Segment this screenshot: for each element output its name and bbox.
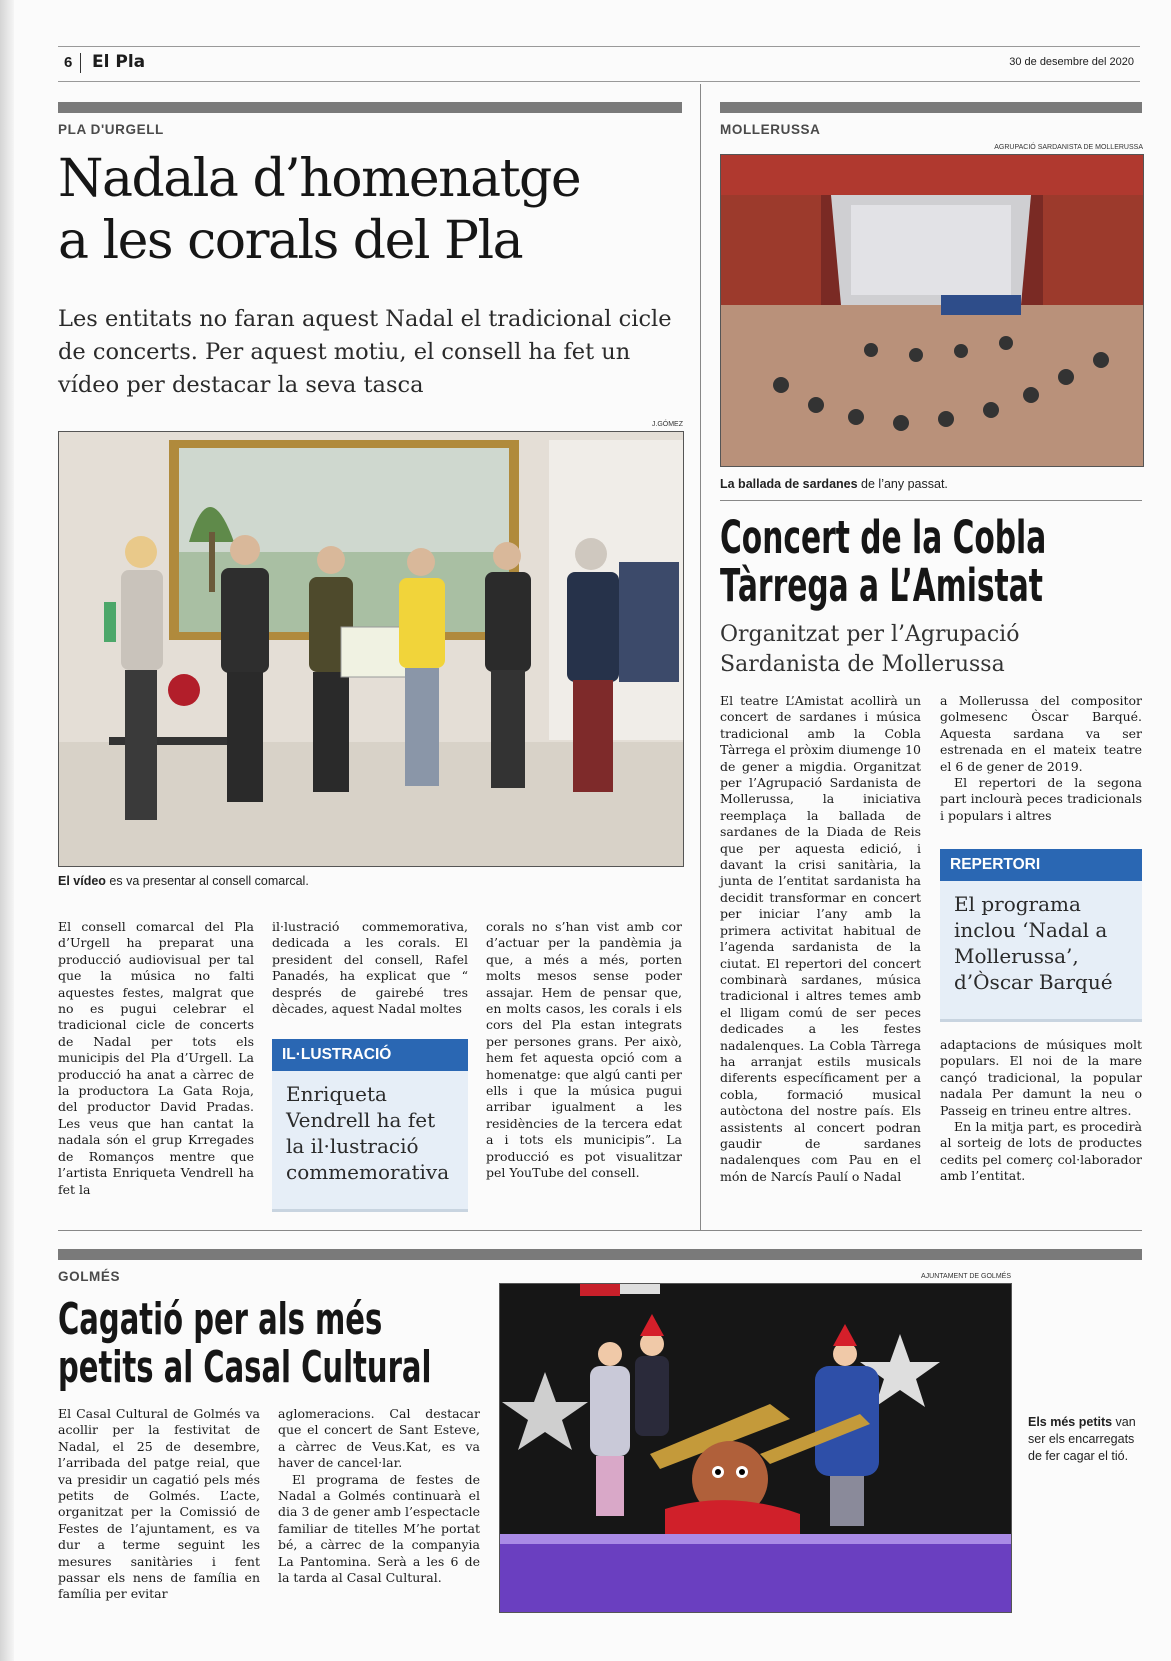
body-paragraph: En la mitja part, es procedirà al sorteig de lots de productes cedits pel comerç col·laborador amb l’entitat. [940, 1119, 1142, 1184]
body-paragraph: aglomeracions. Cal destacar que el concert de Sant Esteve, a càrrec de Veus.Kat, es va haver de cancel·lar. [278, 1406, 480, 1471]
page-number: 6 [64, 54, 73, 71]
subheadline: Les entitats no faran aquest Nadal el tradicional cicle de concerts. Per aquest motiu, el consell ha fet un vídeo per destacar la seva tasca [58, 306, 672, 398]
body-paragraph: El repertori de la segona part inclourà peces tradicionals i populars i altres [940, 775, 1142, 823]
article-column [278, 1406, 480, 1586]
box-heading: IL·LUSTRACIÓ [272, 1039, 468, 1071]
caption-bold: Els més petits [1028, 1415, 1113, 1429]
headline [58, 148, 688, 272]
header-separator [80, 53, 81, 73]
section-label: MOLLERUSSA [720, 122, 821, 137]
subheadline: Organitzat per l’Agrupació Sardanista de Mollerussa [720, 622, 1020, 677]
column-divider [700, 84, 701, 1230]
rule [720, 500, 1142, 501]
page-header [58, 46, 1140, 82]
article-column [58, 919, 254, 1198]
headline-line: Concert de la Cobla [720, 511, 1047, 564]
body-paragraph: adaptacions de músiques molt populars. El noi de la mare cançó tradicional, la popular nadala Per damunt la neu o Passeig en trineu entre altres. [940, 1037, 1142, 1118]
photo-caption [1028, 1414, 1140, 1465]
box-text: Enriqueta Vendrell ha fet la il·lustració commemorativa [286, 1082, 450, 1184]
photo-credit: J.GÓMEZ [651, 421, 683, 428]
body-paragraph: El Casal Cultural de Golmés va acollir per la festivitat de Nadal, el 25 de desembre, l’arribada del patge reial, que va presidir un cagatió pels més petits de Golmés. L’acte, organitzat per la Comissió de Festes de l’ajuntament, es va dur a terme seguint les mesures sanitàries i fent passar els nens de família en família per evitar [58, 1406, 260, 1602]
body-paragraph: El consell comarcal del Pla d’Urgell ha preparat una producció audiovisual per tal que la música no falti aquestes festes, malgrat que no es pugui celebrar el tradicional cicle de concerts de Nadal per tots els municipis del Pla d’Urgell. La producció ha anat a càrrec de la productora La Gata Roja, del productor David Pradas. Les veus que han cantat la nadala són el grup Krregades de Romanços mentre que l’artista Enriqueta Vendrell ha fet la [58, 919, 254, 1197]
article-column [720, 693, 921, 1185]
section-label: PLA D'URGELL [58, 122, 164, 137]
body-paragraph: corals no s’han vist amb cor d’actuar per la pandèmia ja que, a més a més, porten molts mesos sense poder assajar. Hem de pensar que, en molts casos, les corals i els cors del Pla estan integrats per persones grans. Per això, hem fet aquesta opció com a homenatge: que algú canti per ells i que la música pugui arribar igualment a les residències de la tercera edat a i tots els municipis”. La producció es pot visualitzar pel YouTube del consell. [486, 919, 682, 1181]
photo-caption [720, 477, 948, 491]
article-column [272, 919, 468, 1017]
photo-caption [58, 874, 309, 888]
article-column [58, 1406, 260, 1603]
caption-text: es va presentar al consell comarcal. [105, 874, 309, 888]
box-text: El programa inclou ‘Nadal a Mollerussa’, d’Òscar Barqué [954, 892, 1113, 994]
sidebar-box [272, 1039, 468, 1212]
headline-line: Cagatió per als més [58, 1294, 383, 1345]
sidebar-box [940, 849, 1142, 1022]
headline-line: a les corals del Pla [58, 211, 523, 271]
headline-line: petits al Casal Cultural [58, 1342, 432, 1393]
issue-date: 30 de desembre del 2020 [1009, 56, 1134, 68]
article-column [486, 919, 682, 1182]
headline-line: Nadala d’homenatge [58, 149, 581, 209]
photo-credit: AJUNTAMENT DE GOLMÉS [921, 1273, 1011, 1280]
caption-bold: El vídeo [58, 874, 106, 888]
photo-sardanes [720, 154, 1144, 467]
photo-credit: AGRUPACIÓ SARDANISTA DE MOLLERUSSA [994, 144, 1143, 151]
newspaper-name: El Pla [92, 52, 146, 72]
article-column [940, 693, 1142, 824]
body-paragraph: a Mollerussa del compositor golmesenc Òscar Barqué. Aquesta sardana va ser estrenada en el mateix teatre el 6 de gener de 2019. [940, 693, 1142, 774]
body-paragraph: il·lustració commemorativa, dedicada a les corals. El president del consell, Rafel Panadés, ha explicat que “ després de gairebé tres dècades, aquest Nadal moltes [272, 919, 468, 1017]
body-paragraph: El teatre L’Amistat acollirà un concert de sardanes i música tradicional amb la Cobla Tàrrega el pròxim diumenge 10 de gener a migdia. Organitzat per l’Agrupació Sardanista de Mollerussa, la iniciativa reemplaça la ballada de sardanes de la Diada de Reis que per aquesta edició, i davant la crisi sanitària, la junta de l’entitat sardanista ha decidit transformar en concert per iniciar l’any amb la primera activitat habitual de l’agenda sardanista de la ciutat. El repertori del concert combinarà sardanes, música tradicional i altres temes amb el lligam comú de ser peces dedicades a les festes nadalenques. La Cobla Tàrrega ha arranjat estils musicals diferents específicament per a cobla, formació musical autòctona del nostre país. Els assistents al concert podran gaudir de sardanes nadalenques com Pau en el món de Narcís Paulí o Nadal [720, 693, 921, 1184]
box-heading: REPERTORI [940, 849, 1142, 881]
caption-text: van ser els encarregats de fer cagar el tió. [1028, 1415, 1136, 1463]
caption-text: de l’any passat. [857, 477, 948, 491]
article-column [940, 1037, 1142, 1185]
section-bar [720, 102, 1142, 113]
section-label: GOLMÉS [58, 1269, 121, 1284]
section-bar [58, 102, 682, 113]
photo-council [58, 431, 684, 867]
photo-cagatio [499, 1283, 1012, 1613]
section-divider [58, 1230, 1142, 1231]
headline [720, 511, 1047, 612]
caption-bold: La ballada de sardanes [720, 477, 858, 491]
page-shadow [0, 0, 14, 1661]
body-paragraph: El programa de festes de Nadal a Golmés continuarà el dia 3 de gener amb l’espectacle familiar de titelles M’he portat bé, a càrrec de la companyia La Pantomina. Serà a les 6 de la tarda al Casal Cultural. [278, 1471, 480, 1586]
headline [58, 1296, 431, 1392]
headline-line: Tàrrega a L’Amistat [720, 559, 1043, 612]
section-bar [58, 1249, 1142, 1260]
